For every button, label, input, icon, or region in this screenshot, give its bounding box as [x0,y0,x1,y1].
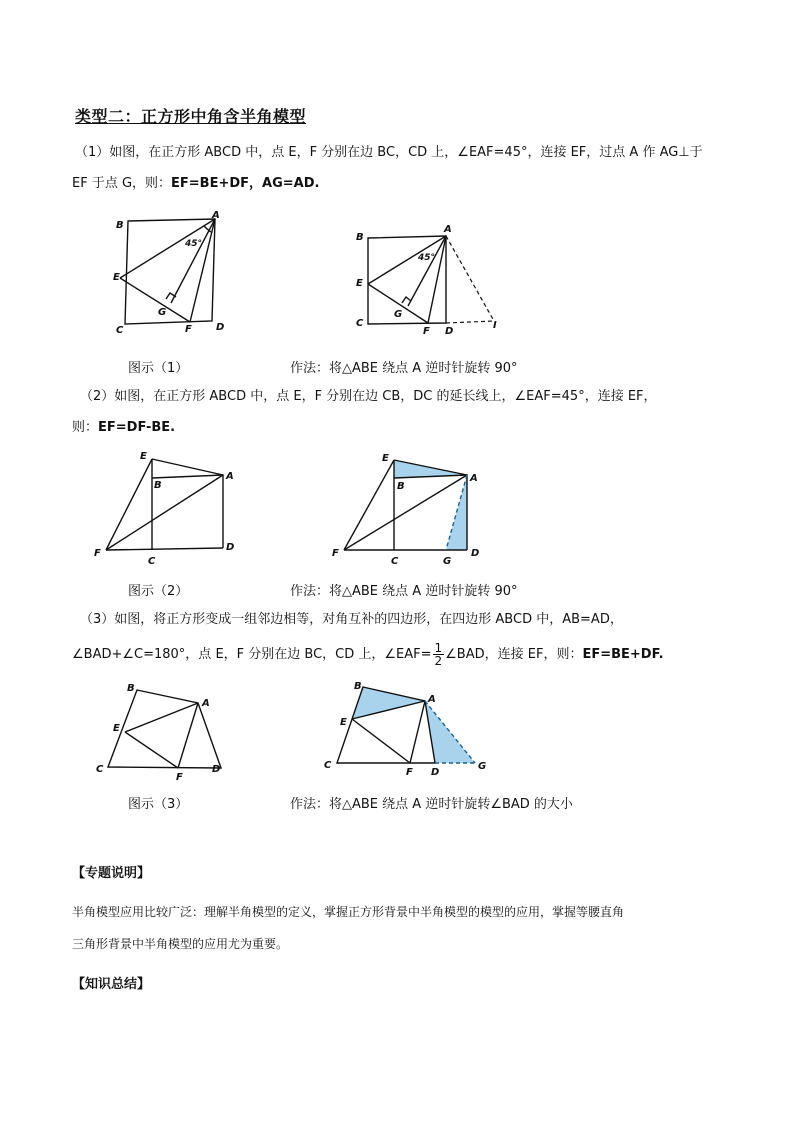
caption3-left: 图示（3） [128,797,189,812]
label-B: B [116,220,124,231]
label-A: A [202,698,210,709]
page-heading: 类型二：正方形中角含半角模型 [75,107,307,126]
label-B: B [154,480,162,491]
caption2-right: 作法：将△ABE 绕点 A 逆时针旋转 90° [290,584,518,599]
figure2-left [88,446,248,576]
case3-conclusion: EF=BE+DF. [582,647,664,662]
figure1-right [348,220,508,340]
label-B: B [356,232,364,243]
case3-line1 [80,610,623,630]
case3-text: 如图，将正方形变成一组邻边相等，对角互补的四边形，在四边形 ABCD 中，AB=AD， [114,612,623,627]
label-D: D [431,767,440,778]
case1-text: 如图，在正方形 ABCD 中，点 E，F 分别在边 BC，CD 上，∠EAF=45°，连接 EF，过点 A 作 AG⊥于 [109,145,703,160]
label-A: A [226,471,234,482]
label-B: B [127,683,135,694]
case2-conclusion: EF=DF-BE. [98,420,176,435]
label-F: F [332,548,339,559]
label-E: E [356,278,363,289]
caption3-right: 作法：将△ABE 绕点 A 逆时针旋转∠BAD 的大小 [290,797,573,812]
case1-prefix: （1） [75,145,110,160]
label-D: D [212,764,221,775]
square-abcd [368,236,446,324]
label-F: F [185,324,192,335]
label-G: G [394,309,403,320]
fraction-numerator: 1 [434,641,443,655]
label-F: F [176,772,183,783]
label-E: E [340,717,347,728]
case2-line1 [80,387,657,407]
case1-line1 [75,143,703,163]
label-F: F [406,767,413,778]
label-E: E [382,453,389,464]
label-D: D [445,326,454,337]
case1-conclusion: EF=BE+DF，AG=AD. [171,176,320,191]
label-angle: 45° [185,239,203,249]
label-A: A [444,224,452,235]
label-C: C [324,760,332,771]
label-E: E [113,723,120,734]
label-B: B [354,681,362,692]
fraction-one-half [433,642,445,667]
label-C: C [356,318,364,329]
figure3-right [320,676,500,786]
label-D: D [226,542,235,553]
case3-text-a: ∠BAD+∠C=180°，点 E，F 分别在边 BC，CD 上，∠EAF= [72,647,432,662]
label-D: D [471,548,480,559]
section-explanation-title: 【专题说明】 [72,866,151,881]
label-A: A [428,694,436,705]
label-C: C [116,325,124,336]
case2-prefix: （2） [80,389,115,404]
section-explanation-line1: 半角模型应用比较广泛：理解半角模型的定义，掌握正方形背景中半角模型的模型的应用，掌握等腰直角 [72,905,625,919]
label-G: G [443,556,452,567]
label-C: C [96,764,104,775]
label-C: C [148,556,156,567]
case3-text-b: ∠BAD，连接 EF，则： [445,647,583,662]
section-explanation-line2: 三角形背景中半角模型的应用尤为重要。 [72,937,289,951]
caption2-left: 图示（2） [128,584,189,599]
case1-line2-prefix: EF 于点 G，则： [72,176,172,191]
case2-text: 如图，在正方形 ABCD 中，点 E，F 分别在边 CB，DC 的延长线上，∠EAF=45°，连接 EF， [114,389,657,404]
square-abcd [125,219,215,324]
figure1-left [108,208,238,338]
figure3-left [90,676,240,791]
label-F: F [423,326,430,337]
label-angle: 45° [418,253,436,263]
label-C: C [391,556,399,567]
figure2-right [330,446,500,576]
label-B: B [397,481,405,492]
case2-line2 [72,418,175,438]
caption1-right: 作法：将△ABE 绕点 A 逆时针旋转 90° [290,361,518,376]
label-A: A [470,473,478,484]
label-E: E [140,451,147,462]
label-G: G [158,307,167,318]
label-E: E [113,272,120,283]
label-I: I [493,320,497,331]
label-A: A [212,210,220,221]
fraction-denominator: 2 [434,654,443,668]
caption1-left: 图示（1） [128,361,189,376]
case1-line2 [72,174,319,194]
case3-prefix: （3） [80,612,115,627]
label-D: D [216,322,225,333]
label-G: G [478,761,487,772]
case2-line2-prefix: 则： [72,420,99,435]
case3-line2 [72,640,664,670]
section-summary-title: 【知识总结】 [72,977,151,992]
shaded-triangle-adg [425,701,475,763]
label-F: F [94,548,101,559]
